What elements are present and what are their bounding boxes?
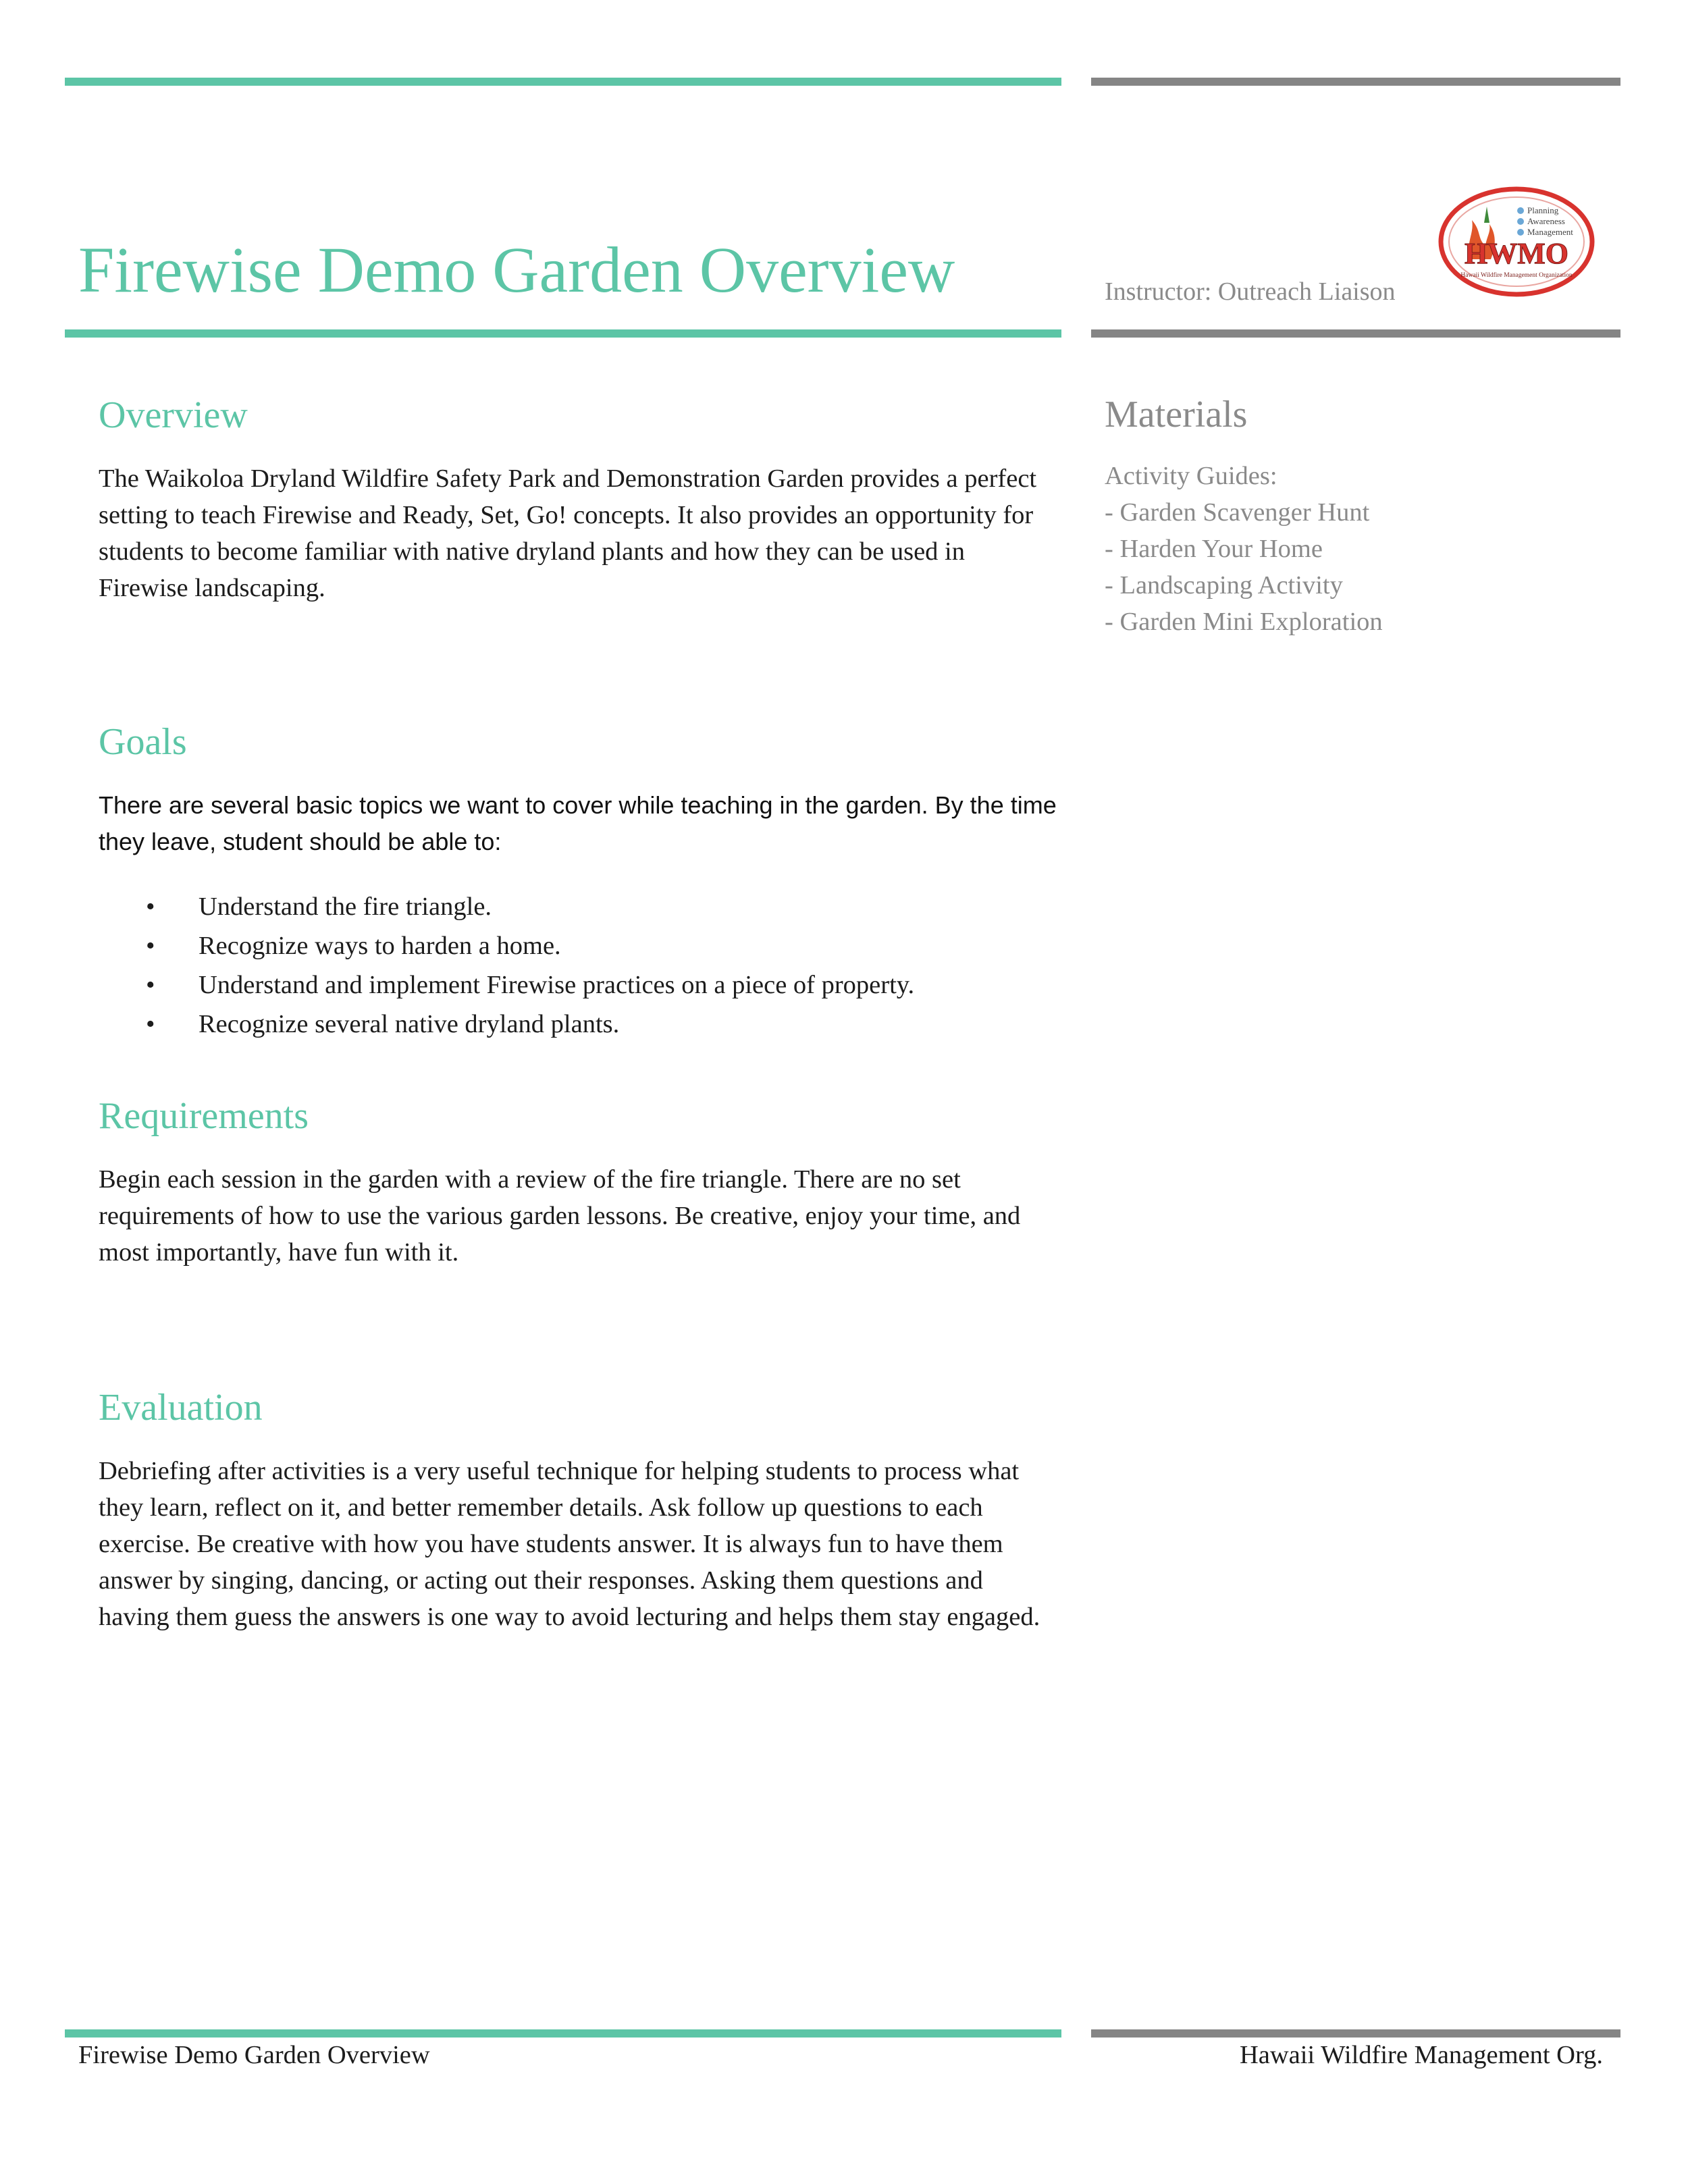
bullet-icon: • xyxy=(146,932,155,960)
overview-body: The Waikoloa Dryland Wildfire Safety Park and Demonstration Garden provides a perfect setting to teach Firewise and Ready, Set, Go! concepts. It also provides an opportunity for students to become familiar with native dryland plants and how they can be used in Firewise landscaping. xyxy=(99,464,1037,602)
goals-body: There are several basic topics we want to cover while teaching in the garden. By the time they leave, student should be able to: xyxy=(99,791,1057,855)
header-rule-right xyxy=(1091,329,1620,338)
requirements-heading: Requirements xyxy=(99,1095,309,1137)
list-item: - Garden Scavenger Hunt xyxy=(1105,498,1370,527)
evaluation-heading: Evaluation xyxy=(99,1387,263,1429)
top-rule-right xyxy=(1091,78,1620,86)
top-rule-left xyxy=(65,78,1061,86)
list-item: - Garden Mini Exploration xyxy=(1105,608,1383,636)
logo-tagline-1: Planning xyxy=(1527,205,1559,215)
footer-title: Firewise Demo Garden Overview xyxy=(78,2041,430,2069)
bullet-icon: • xyxy=(146,893,155,921)
footer-organization: Hawaii Wildfire Management Org. xyxy=(1239,2041,1603,2069)
materials-list xyxy=(1105,458,1383,640)
bullet-icon: • xyxy=(146,1010,155,1038)
list-item: - Harden Your Home xyxy=(1105,535,1323,563)
hwmo-logo xyxy=(1437,184,1596,298)
page-title: Firewise Demo Garden Overview xyxy=(78,234,955,306)
list-item xyxy=(99,965,1057,1005)
goal-text: Understand the fire triangle. xyxy=(199,893,492,921)
list-item xyxy=(99,887,1057,926)
goal-text: Recognize several native dryland plants. xyxy=(199,1010,620,1038)
logo-tagline-3: Management xyxy=(1527,227,1573,237)
list-item xyxy=(99,926,1057,965)
raindrop-icon xyxy=(1517,218,1524,225)
list-item: - Landscaping Activity xyxy=(1105,571,1343,600)
footer-rule-right xyxy=(1091,2029,1620,2037)
header-rule-left xyxy=(65,329,1061,338)
raindrop-icon xyxy=(1517,207,1524,214)
overview-heading: Overview xyxy=(99,394,248,436)
raindrop-icon xyxy=(1517,229,1524,236)
evaluation-body: Debriefing after activities is a very useful technique for helping students to process what they learn, reflect on it, and better remember details. Ask follow up questions to each exercise. Be creative with how you have students answer. It is always fun to have them answer by singing, dancing, or acting out their responses. Asking them questions and having them guess the answers is one way to avoid lecturing and helps them stay engaged. xyxy=(99,1457,1040,1631)
requirements-body: Begin each session in the garden with a review of the fire triangle. There are no set requirements of how to use the various garden lessons. Be creative, enjoy your time, and most importantly, have fun with it. xyxy=(99,1165,1021,1267)
list-item: Activity Guides: xyxy=(1105,462,1277,490)
bullet-icon: • xyxy=(146,971,155,999)
goal-text: Understand and implement Firewise practices on a piece of property. xyxy=(199,971,915,999)
goal-text: Recognize ways to harden a home. xyxy=(199,932,561,960)
logo-arc-text: Hawaii Wildfire Management Organization xyxy=(1460,272,1573,279)
goals-heading: Goals xyxy=(99,721,187,763)
footer-rule-left xyxy=(65,2029,1061,2037)
list-item xyxy=(99,1005,1057,1044)
materials-heading: Materials xyxy=(1105,394,1248,435)
goals-list xyxy=(99,887,1057,1044)
logo-tagline-2: Awareness xyxy=(1527,216,1565,226)
instructor-label: Instructor: Outreach Liaison xyxy=(1105,277,1396,306)
logo-acronym: HWMO xyxy=(1465,237,1568,270)
